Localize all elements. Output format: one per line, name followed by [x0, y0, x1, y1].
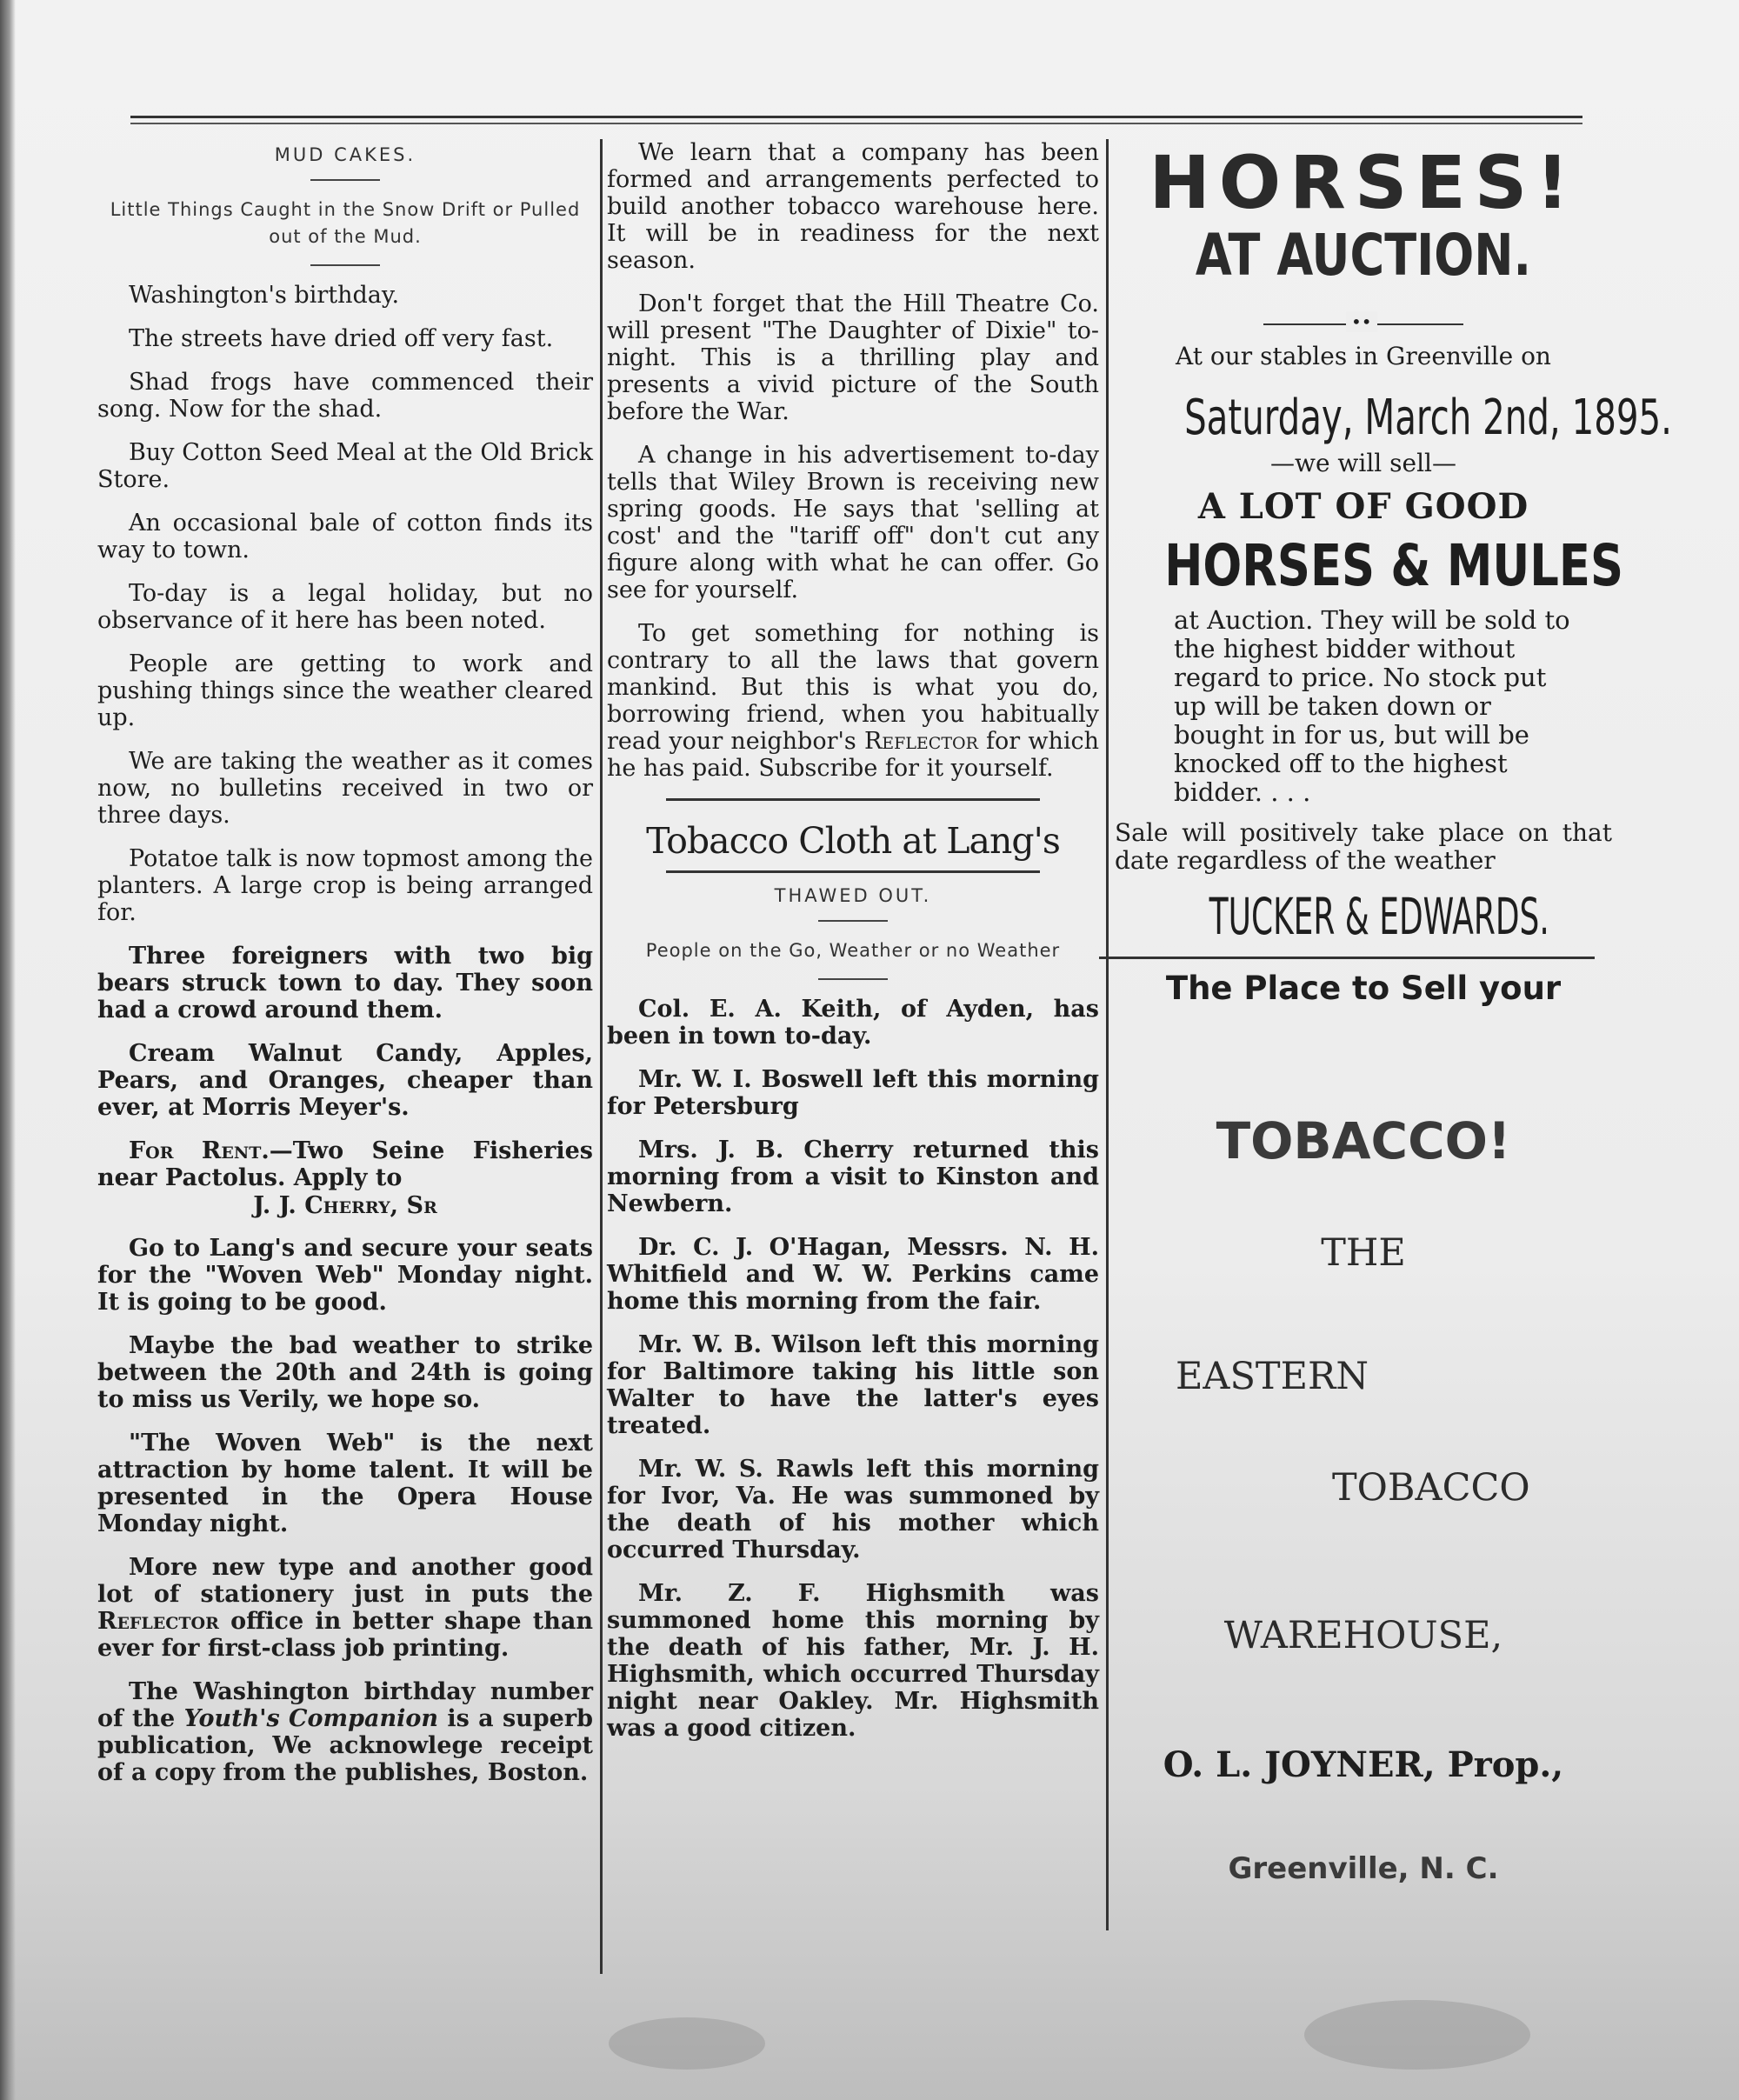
- news-item: Shad frogs have commenced their song. Now for the shad.: [97, 369, 593, 423]
- ad-divider: [1099, 957, 1595, 959]
- ornament-divider: [1263, 323, 1463, 325]
- heading-divider: [310, 179, 380, 181]
- heading-divider: [818, 978, 888, 980]
- tobacco-warehouse-ad: [1115, 970, 1612, 1886]
- section-subheading: Little Things Caught in the Snow Drift or Pulled out of the Mud.: [110, 199, 581, 247]
- ad-body: at Auction. They will be sold to the highest bidder without regard to price. No stock put up will be taken down or bought in for us, but will be knocked off to the highest bidder. . . .: [1174, 605, 1570, 807]
- personal-item: Dr. C. J. O'Hagan, Messrs. N. H. Whitfield and W. W. Perkins came home this morning from the fair.: [607, 1234, 1099, 1315]
- auction-date: Saturday, March 2nd, 1895.: [1184, 390, 1673, 446]
- ad-line: The Place to Sell your: [1165, 970, 1562, 1007]
- ad-subheadline: AT AUCTION.: [1195, 222, 1532, 289]
- companion-text-end: is a superb publication, We acknowlege receipt of a copy from the publishes, Boston.: [97, 1705, 593, 1786]
- ad-line: THE: [1321, 1231, 1406, 1275]
- personal-item: Mr. Z. F. Highsmith was summoned home this morning by the death of his father, Mr. J. H. Highsmith, which occurred Thursday night near Oakley. Mr. Highsmith was a good citizen.: [607, 1580, 1099, 1742]
- ad-headline: HORSES!: [1149, 140, 1578, 225]
- news-item: "The Woven Web" is the next attraction by home talent. It will be presented in the Opera House Monday night.: [97, 1430, 593, 1537]
- personal-item: Mr. W. S. Rawls left this morning for Ivor, Va. He was summoned by the death of his mother which occurred Thursday.: [607, 1456, 1099, 1563]
- news-item: Washington's birthday.: [129, 282, 400, 309]
- stationery-item: [97, 1554, 593, 1662]
- news-item: Go to Lang's and secure your seats for the "Woven Web" Monday night. It is going to be good.: [97, 1235, 593, 1316]
- news-item: Buy Cotton Seed Meal at the Old Brick Store.: [97, 439, 593, 493]
- news-item: Cream Walnut Candy, Apples, Pears, and Oranges, cheaper than ever, at Morris Meyer's.: [97, 1040, 593, 1121]
- news-item: An occasional bale of cotton finds its way to town.: [97, 510, 593, 563]
- paper-stain: [609, 2017, 765, 2070]
- horses-auction-ad: [1115, 140, 1673, 946]
- column-mud-cakes: [97, 139, 593, 1803]
- news-item: We learn that a company has been formed and arrangements perfected to build another tobacco warehouse here. It will be in readiness for the next season.: [607, 139, 1099, 274]
- news-item: People are getting to work and pushing things since the weather cleared up.: [97, 650, 593, 731]
- for-rent-signer: J. J. Cherry, Sr: [253, 1192, 437, 1219]
- tobacco-cloth-banner: Tobacco Cloth at Lang's: [646, 820, 1060, 862]
- top-rule-secondary: [130, 123, 1582, 124]
- column-rule-2: [1106, 139, 1109, 1930]
- news-item: The streets have dried off very fast.: [129, 325, 554, 352]
- personal-item: Mrs. J. B. Cherry returned this morning from a visit to Kinston and Newbern.: [607, 1137, 1099, 1217]
- heading-divider: [310, 264, 380, 266]
- for-rent-label: For Rent.: [129, 1137, 270, 1164]
- section-heading: MUD CAKES.: [274, 144, 416, 165]
- column-advertisements: [1115, 139, 1673, 1886]
- will-sell: —we will sell—: [1269, 449, 1457, 477]
- personal-item: Mr. W. I. Boswell left this morning for Petersburg: [607, 1066, 1099, 1120]
- proprietor: O. L. JOYNER, Prop.,: [1163, 1744, 1564, 1785]
- ad-location: At our stables in Greenville on: [1176, 342, 1551, 370]
- news-item: A change in his advertisement to-day tells that Wiley Brown is receiving new spring goods. He says that 'selling at cost' and the "tariff off" don't cut any figure along with what he can offer. Go see for yourself.: [607, 442, 1099, 603]
- heading-divider: [818, 920, 888, 922]
- subscribe-text: To get something for nothing is contrary to all the laws that govern mankind. But this is what you do, borrowing friend, when you habitually read your neighbor's: [607, 620, 1099, 755]
- section-heading: THAWED OUT.: [774, 885, 932, 906]
- top-rule: [130, 116, 1582, 118]
- ad-line: WAREHOUSE,: [1223, 1614, 1503, 1657]
- ad-headline: TOBACCO!: [1216, 1111, 1511, 1170]
- paper-name: Reflector: [97, 1608, 219, 1635]
- news-item: Don't forget that the Hill Theatre Co. will present "The Daughter of Dixie" to-night. This is a thrilling play and presents a vivid picture of the South before the War.: [607, 290, 1099, 425]
- banner-rule: [666, 870, 1040, 873]
- stationery-text: More new type and another good lot of stationery just in puts the: [97, 1554, 593, 1608]
- personal-item: Mr. W. B. Wilson left this morning for Baltimore taking his little son Walter to have the latter's eyes treated.: [607, 1331, 1099, 1439]
- news-item: Three foreigners with two big bears struck town to day. They soon had a crowd around them.: [97, 943, 593, 1023]
- column-local-news: [607, 139, 1099, 1758]
- news-item: Maybe the bad weather to strike between the 20th and 24th is going to miss us Verily, we hope so.: [97, 1332, 593, 1413]
- location: Greenville, N. C.: [1228, 1851, 1499, 1886]
- sale-notice: Sale will positively take place on that date regardless of the weather: [1115, 818, 1612, 875]
- subscribe-item: [607, 620, 1099, 782]
- companion-text: The Washington birthday number of the: [97, 1678, 593, 1732]
- personal-item: Col. E. A. Keith, of Ayden, has been in town to-day.: [607, 996, 1099, 1050]
- news-item: Potatoe talk is now topmost among the planters. A large crop is being arranged for.: [97, 845, 593, 926]
- subscribe-text-end: for which he has paid. Subscribe for it yourself.: [607, 728, 1100, 782]
- page-edge-shadow: [0, 0, 16, 2100]
- paper-name: Reflector: [863, 728, 978, 755]
- banner-rule: [666, 798, 1040, 801]
- news-item: To-day is a legal holiday, but no observance of it here has been noted.: [97, 580, 593, 634]
- horses-mules: HORSES & MULES: [1164, 532, 1624, 599]
- for-rent-notice: [97, 1137, 593, 1191]
- paper-stain: [1304, 2000, 1530, 2070]
- lot-line: A LOT OF GOOD: [1197, 486, 1529, 527]
- magazine-title: Youth's Companion: [183, 1705, 439, 1732]
- news-item: We are taking the weather as it comes now, no bulletins received in two or three days.: [97, 748, 593, 829]
- column-rule-1: [600, 139, 603, 1974]
- companion-item: [97, 1678, 593, 1786]
- section-subheading: People on the Go, Weather or no Weather: [645, 940, 1061, 961]
- ad-line: EASTERN: [1176, 1355, 1369, 1398]
- stationery-text-end: office in better shape than ever for first-class job printing.: [97, 1608, 593, 1662]
- for-rent-text: —Two Seine Fisheries near Pactolus. Apply to: [97, 1137, 593, 1191]
- ad-line: TOBACCO: [1332, 1466, 1530, 1510]
- firm-name: TUCKER & EDWARDS.: [1209, 887, 1549, 946]
